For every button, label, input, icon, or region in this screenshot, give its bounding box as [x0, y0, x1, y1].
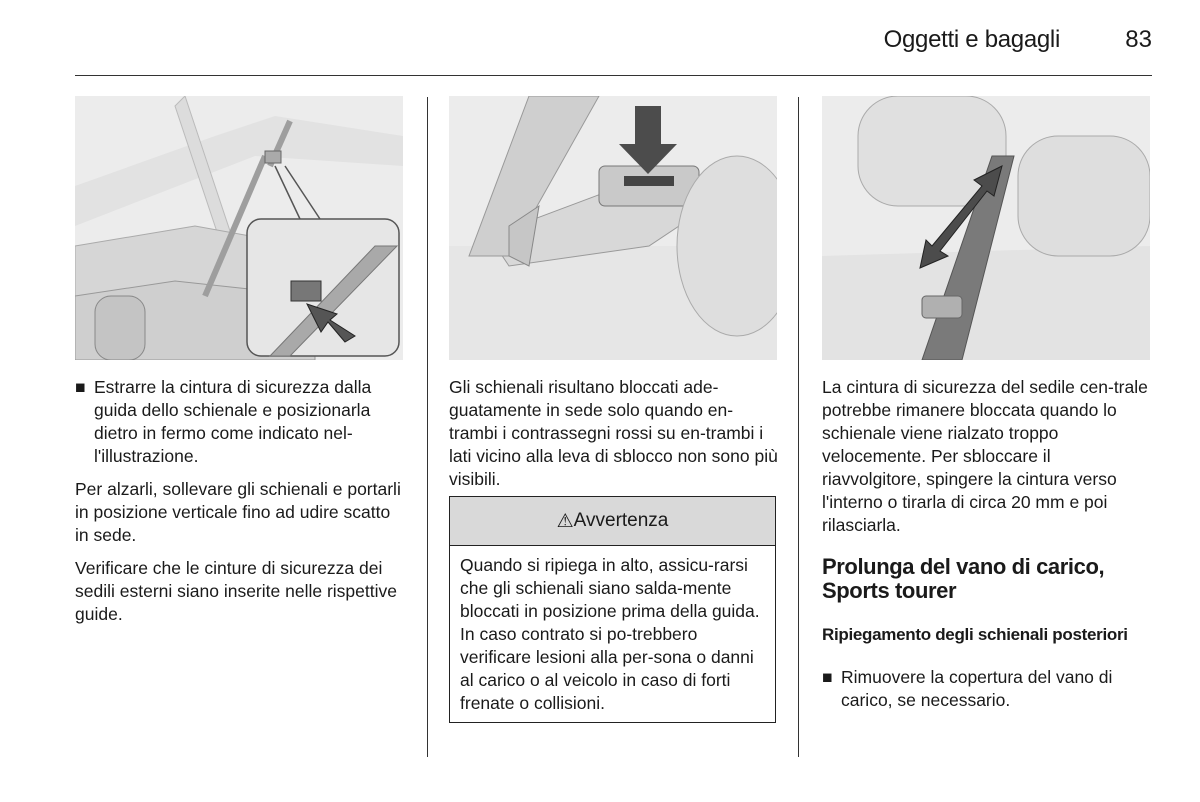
column-1-text	[75, 376, 407, 626]
bullet-mark: ■	[75, 377, 86, 397]
bullet-text: Rimuovere la copertura del vano di carico, se necessario.	[841, 667, 1113, 710]
section-heading: Prolunga del vano di carico, Sports tourer	[822, 554, 1105, 603]
column-3-text	[822, 376, 1154, 537]
instruction-bullet	[75, 376, 407, 468]
warning-box	[449, 496, 776, 723]
paragraph: Verificare che le cinture di sicurezza dei sedili esterni siano inserite nelle rispettive guide.	[75, 558, 397, 624]
figure-seatbelt-guide	[75, 96, 403, 360]
column-3-bullet-block	[822, 666, 1152, 712]
column-divider-1	[427, 97, 428, 757]
paragraph: Per alzarli, sollevare gli schienali e portarli in posizione verticale fino ad udire scatto in sede.	[75, 479, 401, 545]
warning-title: Avvertenza	[573, 510, 669, 531]
header-title: Oggetti e bagagli	[883, 26, 1060, 53]
instruction-bullet	[822, 666, 1152, 712]
page-number: 83	[1125, 26, 1152, 53]
column-divider-2	[798, 97, 799, 757]
subsection-heading: Ripiegamento degli schienali posteriori	[822, 625, 1128, 644]
paragraph: Gli schienali risultano bloccati ade-guatamente in sede solo quando en-trambi i contrassegni rossi su en-trambi i lati vicino alla leva di sblocco non sono più visibili.	[449, 377, 778, 489]
bullet-text: Estrarre la cintura di sicurezza dalla guida dello schienale e posizionarla dietro in fermo come indicato nel-l'illustrazione.	[94, 377, 372, 466]
figure-center-belt	[822, 96, 1150, 360]
warning-icon: ⚠	[556, 510, 574, 532]
bullet-mark: ■	[822, 667, 833, 687]
column-2-text	[449, 376, 779, 491]
figure-release-marker	[449, 96, 777, 360]
warning-body: Quando si ripiega in alto, assicu-rarsi che gli schienali siano salda-mente bloccati in posizione prima della guida. In caso contrato si po-trebbero verificare lesioni alla per-sona o danni al carico o al veicolo in caso di forti frenate o collisioni.	[460, 555, 760, 713]
paragraph: La cintura di sicurezza del sedile cen-trale potrebbe rimanere bloccata quando lo schienale viene rialzato troppo velocemente. Per sbloccare il riavvolgitore, spingere la cintura verso l'interno o tirarla di circa 20 mm e poi rilasciarla.	[822, 377, 1148, 535]
header-rule	[75, 75, 1152, 76]
warning-header	[450, 497, 775, 546]
